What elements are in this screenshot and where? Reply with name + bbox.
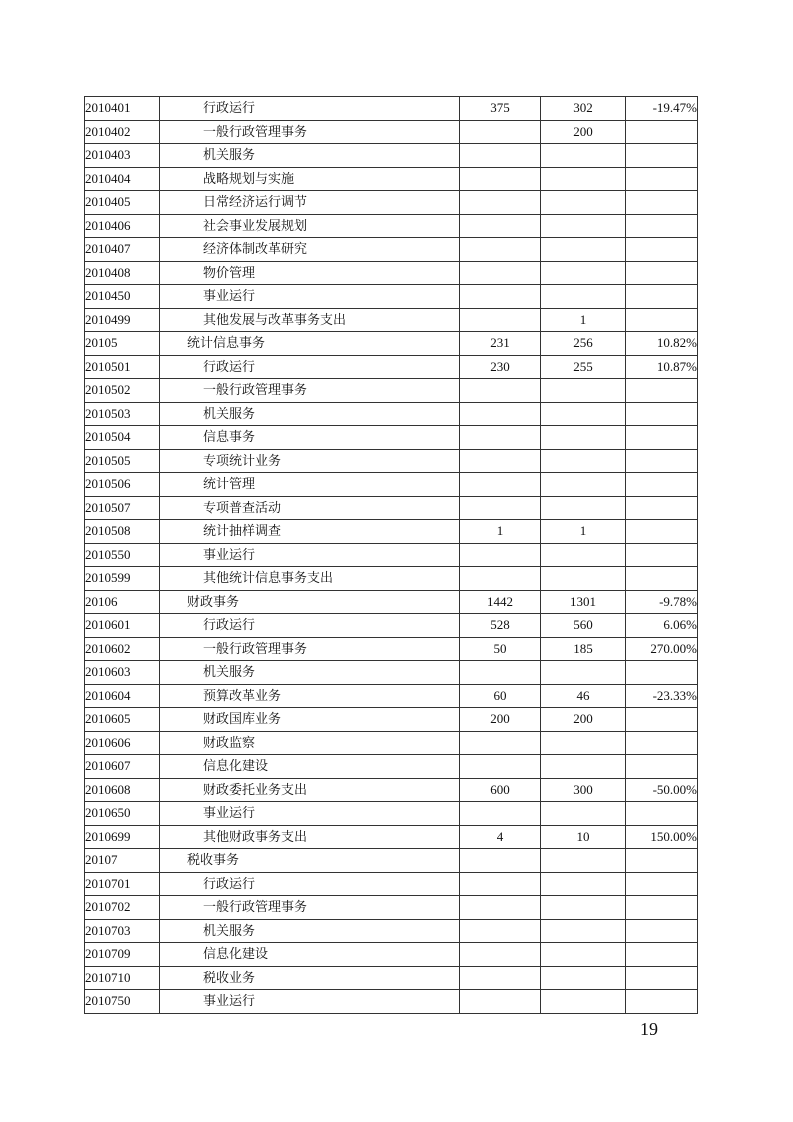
change-percent-cell [626,896,698,920]
change-percent-cell [626,567,698,591]
current-year-amount-cell: 10 [541,825,626,849]
prior-year-amount-cell [460,473,541,497]
prior-year-amount-cell: 231 [460,332,541,356]
change-percent-cell [626,755,698,779]
change-percent-cell: -23.33% [626,684,698,708]
change-percent-cell: 6.06% [626,614,698,638]
current-year-amount-cell: 185 [541,637,626,661]
current-year-amount-cell [541,567,626,591]
prior-year-amount-cell: 4 [460,825,541,849]
account-name-cell: 财政事务 [160,590,460,614]
change-percent-cell [626,473,698,497]
current-year-amount-cell [541,872,626,896]
current-year-amount-cell: 1 [541,308,626,332]
change-percent-cell: -50.00% [626,778,698,802]
table-row [85,919,698,943]
prior-year-amount-cell [460,402,541,426]
current-year-amount-cell [541,496,626,520]
prior-year-amount-cell [460,426,541,450]
account-code-cell: 2010603 [85,661,160,685]
prior-year-amount-cell [460,285,541,309]
account-code-cell: 2010699 [85,825,160,849]
current-year-amount-cell [541,379,626,403]
table-row [85,238,698,262]
change-percent-cell [626,802,698,826]
current-year-amount-cell [541,238,626,262]
budget-table-body [85,97,698,1014]
account-name-cell: 其他统计信息事务支出 [160,567,460,591]
current-year-amount-cell [541,449,626,473]
change-percent-cell [626,943,698,967]
page-number: 19 [640,1019,658,1039]
prior-year-amount-cell [460,896,541,920]
change-percent-cell [626,167,698,191]
current-year-amount-cell [541,919,626,943]
account-code-cell: 2010606 [85,731,160,755]
prior-year-amount-cell [460,990,541,1014]
change-percent-cell [626,872,698,896]
table-row [85,473,698,497]
account-name-cell: 行政运行 [160,614,460,638]
account-name-cell: 专项统计业务 [160,449,460,473]
prior-year-amount-cell [460,872,541,896]
table-row [85,778,698,802]
prior-year-amount-cell [460,966,541,990]
account-code-cell: 2010402 [85,120,160,144]
current-year-amount-cell [541,661,626,685]
account-code-cell: 2010501 [85,355,160,379]
account-code-cell: 2010602 [85,637,160,661]
prior-year-amount-cell [460,849,541,873]
change-percent-cell [626,144,698,168]
change-percent-cell: 10.87% [626,355,698,379]
account-code-cell: 2010505 [85,449,160,473]
table-row [85,661,698,685]
prior-year-amount-cell [460,120,541,144]
table-row [85,332,698,356]
current-year-amount-cell [541,214,626,238]
current-year-amount-cell [541,543,626,567]
budget-table [84,96,698,1014]
change-percent-cell: 150.00% [626,825,698,849]
prior-year-amount-cell: 528 [460,614,541,638]
change-percent-cell [626,966,698,990]
prior-year-amount-cell: 60 [460,684,541,708]
prior-year-amount-cell: 1442 [460,590,541,614]
change-percent-cell [626,285,698,309]
table-row [85,520,698,544]
account-code-cell: 2010702 [85,896,160,920]
table-row [85,966,698,990]
account-code-cell: 2010601 [85,614,160,638]
table-row [85,755,698,779]
prior-year-amount-cell [460,943,541,967]
prior-year-amount-cell [460,191,541,215]
account-code-cell: 2010650 [85,802,160,826]
table-row [85,214,698,238]
change-percent-cell [626,849,698,873]
account-name-cell: 一般行政管理事务 [160,120,460,144]
table-row [85,943,698,967]
change-percent-cell [626,426,698,450]
account-name-cell: 一般行政管理事务 [160,637,460,661]
account-code-cell: 2010407 [85,238,160,262]
account-name-cell: 其他财政事务支出 [160,825,460,849]
table-row [85,167,698,191]
current-year-amount-cell: 300 [541,778,626,802]
table-row [85,144,698,168]
prior-year-amount-cell [460,543,541,567]
change-percent-cell [626,543,698,567]
current-year-amount-cell: 255 [541,355,626,379]
account-code-cell: 20105 [85,332,160,356]
current-year-amount-cell [541,285,626,309]
change-percent-cell [626,191,698,215]
account-code-cell: 20106 [85,590,160,614]
account-name-cell: 社会事业发展规划 [160,214,460,238]
account-code-cell: 2010403 [85,144,160,168]
prior-year-amount-cell: 200 [460,708,541,732]
account-code-cell: 2010450 [85,285,160,309]
change-percent-cell [626,449,698,473]
account-name-cell: 事业运行 [160,543,460,567]
table-row [85,120,698,144]
current-year-amount-cell: 200 [541,120,626,144]
prior-year-amount-cell [460,919,541,943]
table-row [85,355,698,379]
account-code-cell: 2010506 [85,473,160,497]
account-name-cell: 专项普查活动 [160,496,460,520]
account-code-cell: 2010504 [85,426,160,450]
prior-year-amount-cell [460,167,541,191]
current-year-amount-cell [541,402,626,426]
account-code-cell: 2010710 [85,966,160,990]
table-row [85,802,698,826]
change-percent-cell [626,990,698,1014]
account-code-cell: 2010608 [85,778,160,802]
table-row [85,825,698,849]
account-name-cell: 财政国库业务 [160,708,460,732]
account-code-cell: 2010605 [85,708,160,732]
prior-year-amount-cell [460,661,541,685]
prior-year-amount-cell [460,214,541,238]
account-code-cell: 2010503 [85,402,160,426]
account-name-cell: 财政监察 [160,731,460,755]
prior-year-amount-cell [460,379,541,403]
prior-year-amount-cell: 600 [460,778,541,802]
prior-year-amount-cell [460,238,541,262]
change-percent-cell [626,661,698,685]
account-name-cell: 事业运行 [160,802,460,826]
account-name-cell: 一般行政管理事务 [160,379,460,403]
table-row [85,590,698,614]
current-year-amount-cell [541,261,626,285]
change-percent-cell [626,520,698,544]
prior-year-amount-cell [460,755,541,779]
change-percent-cell: -9.78% [626,590,698,614]
account-code-cell: 2010550 [85,543,160,567]
table-row [85,990,698,1014]
change-percent-cell: -19.47% [626,97,698,121]
account-name-cell: 信息化建设 [160,943,460,967]
table-row [85,261,698,285]
table-row [85,614,698,638]
account-name-cell: 机关服务 [160,144,460,168]
account-code-cell: 2010408 [85,261,160,285]
table-row [85,426,698,450]
account-name-cell: 行政运行 [160,355,460,379]
table-row [85,308,698,332]
change-percent-cell [626,120,698,144]
prior-year-amount-cell [460,731,541,755]
account-code-cell: 2010405 [85,191,160,215]
current-year-amount-cell [541,731,626,755]
change-percent-cell: 270.00% [626,637,698,661]
current-year-amount-cell [541,849,626,873]
account-name-cell: 税收业务 [160,966,460,990]
prior-year-amount-cell [460,308,541,332]
table-row [85,379,698,403]
account-code-cell: 2010703 [85,919,160,943]
account-name-cell: 行政运行 [160,97,460,121]
account-code-cell: 2010701 [85,872,160,896]
account-name-cell: 事业运行 [160,990,460,1014]
account-code-cell: 2010604 [85,684,160,708]
account-name-cell: 信息化建设 [160,755,460,779]
account-name-cell: 预算改革业务 [160,684,460,708]
prior-year-amount-cell [460,449,541,473]
account-code-cell: 2010709 [85,943,160,967]
account-code-cell: 2010502 [85,379,160,403]
current-year-amount-cell [541,966,626,990]
account-name-cell: 统计管理 [160,473,460,497]
table-row [85,402,698,426]
change-percent-cell: 10.82% [626,332,698,356]
table-row [85,543,698,567]
table-row [85,849,698,873]
current-year-amount-cell [541,191,626,215]
account-code-cell: 2010404 [85,167,160,191]
table-row [85,496,698,520]
table-row [85,97,698,121]
change-percent-cell [626,261,698,285]
account-code-cell: 2010499 [85,308,160,332]
account-name-cell: 事业运行 [160,285,460,309]
account-name-cell: 其他发展与改革事务支出 [160,308,460,332]
current-year-amount-cell [541,896,626,920]
account-code-cell: 2010508 [85,520,160,544]
table-row [85,708,698,732]
current-year-amount-cell [541,990,626,1014]
table-row [85,285,698,309]
account-name-cell: 经济体制改革研究 [160,238,460,262]
account-name-cell: 机关服务 [160,402,460,426]
current-year-amount-cell [541,943,626,967]
account-code-cell: 2010750 [85,990,160,1014]
account-name-cell: 机关服务 [160,919,460,943]
table-row [85,637,698,661]
table-row [85,684,698,708]
account-name-cell: 日常经济运行调节 [160,191,460,215]
current-year-amount-cell: 1301 [541,590,626,614]
current-year-amount-cell: 302 [541,97,626,121]
prior-year-amount-cell: 1 [460,520,541,544]
prior-year-amount-cell: 375 [460,97,541,121]
account-code-cell: 2010406 [85,214,160,238]
account-name-cell: 财政委托业务支出 [160,778,460,802]
prior-year-amount-cell [460,144,541,168]
current-year-amount-cell [541,144,626,168]
account-code-cell: 2010507 [85,496,160,520]
change-percent-cell [626,496,698,520]
change-percent-cell [626,238,698,262]
current-year-amount-cell: 560 [541,614,626,638]
account-code-cell: 2010599 [85,567,160,591]
account-name-cell: 行政运行 [160,872,460,896]
table-row [85,191,698,215]
table-row [85,731,698,755]
prior-year-amount-cell [460,261,541,285]
current-year-amount-cell: 46 [541,684,626,708]
account-name-cell: 税收事务 [160,849,460,873]
current-year-amount-cell [541,426,626,450]
table-row [85,567,698,591]
table-row [85,872,698,896]
current-year-amount-cell [541,167,626,191]
account-code-cell: 2010607 [85,755,160,779]
current-year-amount-cell: 1 [541,520,626,544]
current-year-amount-cell [541,802,626,826]
change-percent-cell [626,214,698,238]
current-year-amount-cell [541,755,626,779]
prior-year-amount-cell [460,567,541,591]
account-name-cell: 机关服务 [160,661,460,685]
account-name-cell: 战略规划与实施 [160,167,460,191]
account-name-cell: 物价管理 [160,261,460,285]
account-name-cell: 一般行政管理事务 [160,896,460,920]
account-name-cell: 统计抽样调查 [160,520,460,544]
prior-year-amount-cell [460,802,541,826]
change-percent-cell [626,308,698,332]
change-percent-cell [626,379,698,403]
change-percent-cell [626,919,698,943]
current-year-amount-cell: 256 [541,332,626,356]
account-name-cell: 信息事务 [160,426,460,450]
account-code-cell: 2010401 [85,97,160,121]
change-percent-cell [626,708,698,732]
table-row [85,896,698,920]
account-name-cell: 统计信息事务 [160,332,460,356]
prior-year-amount-cell [460,496,541,520]
current-year-amount-cell: 200 [541,708,626,732]
change-percent-cell [626,402,698,426]
account-code-cell: 20107 [85,849,160,873]
table-row [85,449,698,473]
change-percent-cell [626,731,698,755]
current-year-amount-cell [541,473,626,497]
prior-year-amount-cell: 50 [460,637,541,661]
prior-year-amount-cell: 230 [460,355,541,379]
